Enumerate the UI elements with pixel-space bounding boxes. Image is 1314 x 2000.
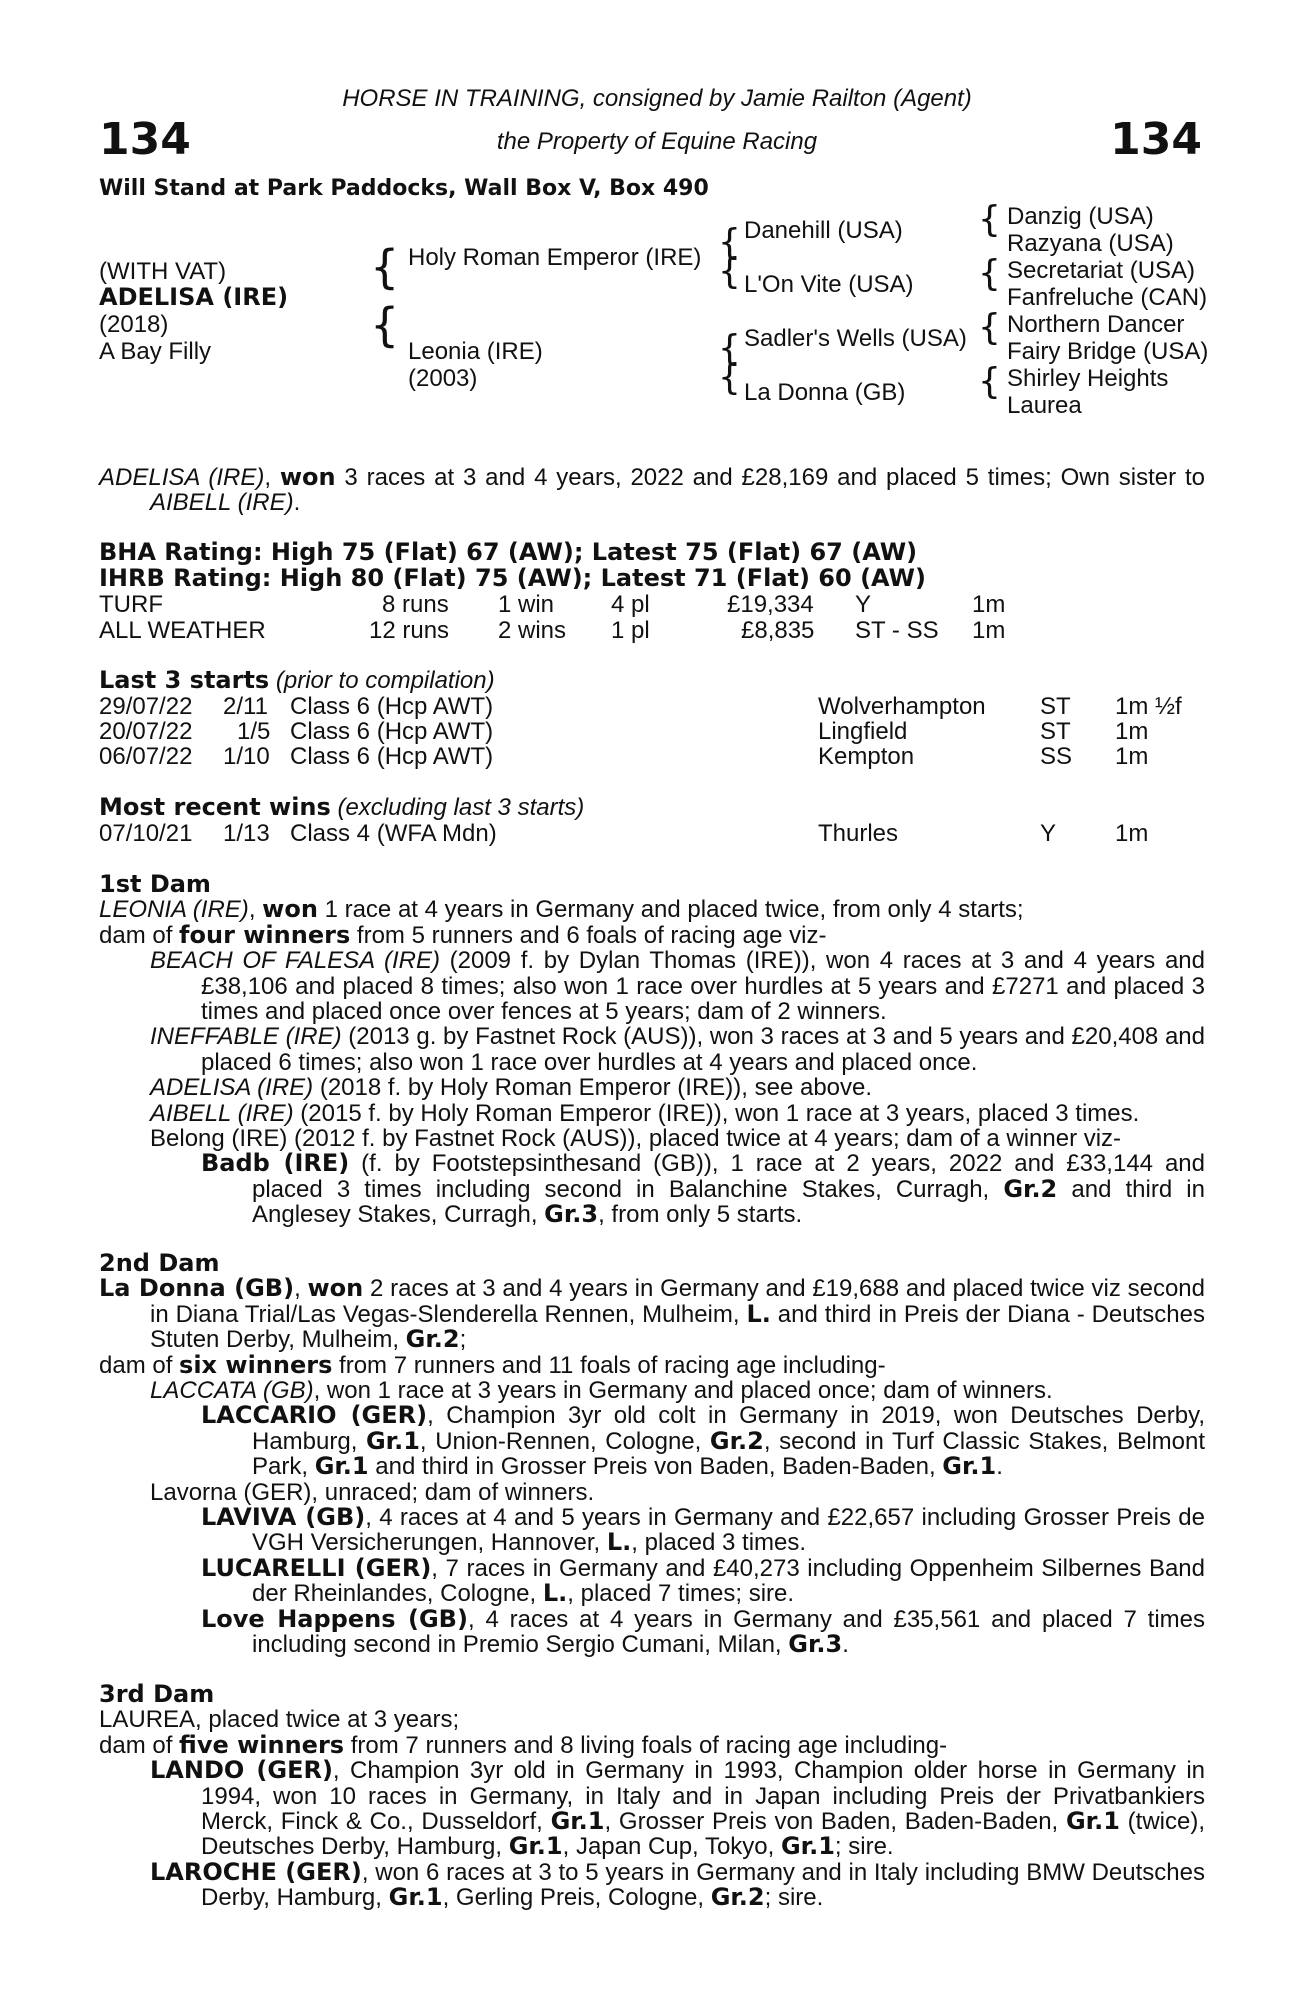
last3-heading: Last 3 starts bbox=[99, 666, 270, 694]
second-dam-section: 2nd Dam La Donna (GB), won 2 races at 3 and 4 years in Germany and £19,688 and placed twice viz second in Diana Trial/Las Vegas-Slenderella Rennen, Mulheim, L. and third in Preis der Diana - Deutsches Stuten Derby, Mulheim, Gr.2; dam of six winners from 7 runners and 11 foals of racing age including- LACCATA (GB), won 1 race at 3 years in Germany and placed once; dam of winners. LACCARIO (GER), Champion 3yr old colt in Germany in 2019, won Deutsches Derby, Hamburg, Gr.1, Union-Rennen, Cologne, Gr.2, second in Turf Classic Stakes, Belmont Park, Gr.1 and third in Grosser Preis von Baden, Baden-Baden, Gr.1. Lavorna (GER), unraced; dam of winners. LAVIVA (GB), 4 races at 4 and 5 years in Germany and £22,657 including Grosser Preis de VGH Versicherungen, Hannover, L., placed 3 times. LUCARELLI (GER), 7 races in Germany and £40,273 including Oppenheim Silbernes Band der Rheinlandes, Cologne, L., placed 7 times; sire. Love Happens (GB), 4 races at 4 years in Germany and £35,561 and placed 7 times including second in Premio Sergio Cumani, Milan, Gr.3. bbox=[99, 1249, 1206, 1659]
brace-main: { bbox=[370, 240, 400, 294]
produce-entry: Badb (IRE) (f. by Footstepsinthesand (GB)), 1 race at 2 years, 2022 and £33,144 and placed 3 times including second in Balanchine Stakes, Curragh, Gr.2 and third in Anglesey Stakes, Curragh, Gr.3, from only 5 starts. bbox=[201, 1149, 1205, 1229]
pedigree-dss: Northern Dancer bbox=[1007, 311, 1185, 338]
first-dam-heading: 1st Dam bbox=[99, 870, 211, 898]
second-dam-heading: 2nd Dam bbox=[99, 1249, 220, 1277]
brace-dam: { bbox=[718, 328, 741, 369]
pedigree-dam-year: (2003) bbox=[408, 365, 478, 392]
brace-sd: { bbox=[978, 253, 1001, 294]
summary-won: won bbox=[279, 463, 336, 491]
pedigree-dds: Shirley Heights bbox=[1007, 365, 1169, 392]
stand-location: Will Stand at Park Paddocks, Wall Box V, Box 490 bbox=[99, 176, 709, 201]
lot-number-left: 134 bbox=[99, 114, 191, 165]
third-dam-heading: 3rd Dam bbox=[99, 1680, 215, 1708]
summary-sister: AIBELL (IRE) bbox=[150, 489, 294, 517]
produce-entry: LACCATA (GB), won 1 race at 3 years in Germany and placed once; dam of winners. bbox=[150, 1377, 1053, 1405]
produce-entry: ADELISA (IRE) (2018 f. by Holy Roman Emperor (IRE)), see above. bbox=[150, 1074, 873, 1102]
pedigree-ddd: Laurea bbox=[1007, 392, 1082, 419]
race-summary: ADELISA (IRE), won 3 races at 3 and 4 years, 2022 and £28,169 and placed 5 times; Own sister to AIBELL (IRE). bbox=[99, 463, 1205, 517]
produce-entry: BEACH OF FALESA (IRE) (2009 f. by Dylan Thomas (IRE)), won 4 races at 3 and 4 years and £38,106 and placed 8 times; also won 1 race over hurdles at 5 years and £7271 and placed 3 times and placed once over fences at 5 years; dam of 2 winners. bbox=[150, 947, 1205, 1026]
produce-entry: Lavorna (GER), unraced; dam of winners. bbox=[150, 1478, 595, 1506]
produce-entry: LAROCHE (GER), won 6 races at 3 to 5 years in Germany and in Italy including BMW Deutsches Derby, Hamburg, Gr.1, Gerling Preis, Cologne, Gr.2; sire. bbox=[150, 1857, 1205, 1912]
brace-sire-lower: { bbox=[718, 251, 741, 292]
produce-entry: AIBELL (IRE) (2015 f. by Holy Roman Emperor (IRE)), won 1 race at 3 years, placed 3 times. bbox=[150, 1099, 1140, 1127]
produce-entry: LUCARELLI (GER), 7 races in Germany and £40,273 including Oppenheim Silbernes Band der Rheinlandes, Cologne, L., placed 7 times; sire. bbox=[201, 1553, 1205, 1608]
summary-text: 3 races at 3 and 4 years, 2022 and £28,169 and placed 5 times; Own sister to bbox=[335, 464, 1205, 491]
pedigree-dsd: Fairy Bridge (USA) bbox=[1007, 338, 1209, 365]
pedigree-sds: Secretariat (USA) bbox=[1007, 257, 1196, 284]
horse-year: (2018) bbox=[99, 311, 169, 338]
property-line: the Property of Equine Racing bbox=[496, 128, 818, 155]
horse-name: ADELISA (IRE) bbox=[99, 283, 289, 311]
pedigree-ssd: Razyana (USA) bbox=[1007, 230, 1174, 257]
first-dam-section: 1st Dam LEONIA (IRE), won 1 race at 4 years in Germany and placed twice, from only 4 starts; dam of four winners from 5 runners and 6 foals of racing age viz- BEACH OF FALESA (IRE) (2009 f. by Dylan Thomas (IRE)), won 4 races at 3 and 4 years and £38,106 and placed 8 times; also won 1 race over hurdles at 5 years and £7271 and placed 3 times and placed once over fences at 5 years; dam of 2 winners. INEFFABLE (IRE) (2013 g. by Fastnet Rock (AUS)), won 3 races at 3 and 5 years and £20,408 and placed 6 times; also won 1 race over hurdles at 4 years and placed once. ADELISA (IRE) (2018 f. by Holy Roman Emperor (IRE)), see above. AIBELL (IRE) (2015 f. by Holy Roman Emperor (IRE)), won 1 race at 3 years, placed 3 times. Belong (IRE) (2012 f. by Fastnet Rock (AUS)), placed twice at 4 years; dam of a winner viz- Badb (IRE) (f. by Footstepsinthesand (GB)), 1 race at 2 years, 2022 and £33,144 and placed 3 times including second in Balanchine Stakes, Curragh, Gr.2 and third in Anglesey Stakes, Curragh, Gr.3, from only 5 starts. bbox=[99, 870, 1206, 1229]
brace-dam-lower: { bbox=[718, 357, 741, 398]
pedigree-dam: Leonia (IRE) bbox=[408, 338, 543, 365]
last3-note: (prior to compilation) bbox=[275, 667, 495, 694]
produce-entry: LANDO (GER), Champion 3yr old in Germany in 1993, Champion older horse in Germany in 1994, won 10 races in Germany, in Italy and in Japan including Preis der Privatbankiers Merck, Finck & Co., Dusseldorf, Gr.1, Grosser Preis von Baden, Baden-Baden, Gr.1 (twice), Deutsches Derby, Hamburg, Gr.1, Japan Cup, Tokyo, Gr.1; sire. bbox=[150, 1756, 1206, 1861]
pedigree-ds: Sadler's Wells (USA) bbox=[744, 325, 967, 352]
pedigree-sdd: Fanfreluche (CAN) bbox=[1007, 284, 1208, 311]
pedigree-sire: Holy Roman Emperor (IRE) bbox=[408, 244, 702, 271]
brace-main-lower: { bbox=[370, 298, 400, 352]
produce-entry: LAVIVA (GB), 4 races at 4 and 5 years in Germany and £22,657 including Grosser Preis de VGH Versicherungen, Hannover, L., placed 3 times. bbox=[201, 1503, 1206, 1557]
consignment-line: HORSE IN TRAINING, consigned by Jamie Railton (Agent) bbox=[342, 85, 972, 112]
brace-ds: { bbox=[978, 307, 1001, 348]
brace-dd: { bbox=[978, 361, 1001, 402]
vat-note: (WITH VAT) bbox=[99, 258, 227, 285]
pedigree-dd: La Donna (GB) bbox=[744, 379, 906, 406]
last3-header bbox=[99, 668, 495, 693]
pedigree-sd: L'On Vite (USA) bbox=[744, 271, 914, 298]
brace-sire: { bbox=[718, 222, 741, 263]
produce-entry: Belong (IRE) (2012 f. by Fastnet Rock (AUS)), placed twice at 4 years; dam of a winner viz- bbox=[150, 1125, 1122, 1153]
summary-horse-name: ADELISA (IRE) bbox=[99, 464, 265, 491]
horse-description: A Bay Filly bbox=[99, 338, 212, 365]
pedigree-sss: Danzig (USA) bbox=[1007, 203, 1154, 230]
produce-entry: LACCARIO (GER), Champion 3yr old colt in Germany in 2019, won Deutsches Derby, Hamburg, Gr.1, Union-Rennen, Cologne, Gr.2, second in Turf Classic Stakes, Belmont Park, Gr.1 and third in Grosser Preis von Baden, Baden-Baden, Gr.1. bbox=[201, 1401, 1205, 1481]
recent-header bbox=[99, 795, 584, 820]
lot-number-right: 134 bbox=[1110, 114, 1202, 165]
pedigree-ss: Danehill (USA) bbox=[744, 217, 903, 244]
ihrb-rating: IHRB Rating: High 80 (Flat) 75 (AW); Latest 71 (Flat) 60 (AW) bbox=[99, 564, 926, 592]
bha-rating: BHA Rating: High 75 (Flat) 67 (AW); Latest 75 (Flat) 67 (AW) bbox=[99, 538, 918, 566]
produce-entry: Love Happens (GB), 4 races at 4 years in Germany and £35,561 and placed 7 times including second in Premio Sergio Cumani, Milan, Gr.3. bbox=[201, 1604, 1206, 1659]
brace-ss: { bbox=[978, 199, 1001, 240]
third-dam-section: 3rd Dam LAUREA, placed twice at 3 years; dam of five winners from 7 runners and 8 living foals of racing age including- LANDO (GER), Champion 3yr old in Germany in 1993, Champion older horse in Germany in 1994, won 10 races in Germany, in Italy and in Japan including Preis der Privatbankiers Merck, Finck & Co., Dusseldorf, Gr.1, Grosser Preis von Baden, Baden-Baden, Gr.1 (twice), Deutsches Derby, Hamburg, Gr.1, Japan Cup, Tokyo, Gr.1; sire. LAROCHE (GER), won 6 races at 3 to 5 years in Germany and in Italy including BMW Deutsches Derby, Hamburg, Gr.1, Gerling Preis, Cologne, Gr.2; sire. bbox=[99, 1680, 1206, 1912]
recent-note: (excluding last 3 starts) bbox=[337, 794, 585, 821]
recent-heading: Most recent wins bbox=[99, 793, 331, 821]
produce-entry: INEFFABLE (IRE) (2013 g. by Fastnet Rock (AUS)), won 3 races at 3 and 5 years and £20,408 and placed 6 times; also won 1 race over hurdles at 4 years and placed once. bbox=[150, 1023, 1206, 1076]
